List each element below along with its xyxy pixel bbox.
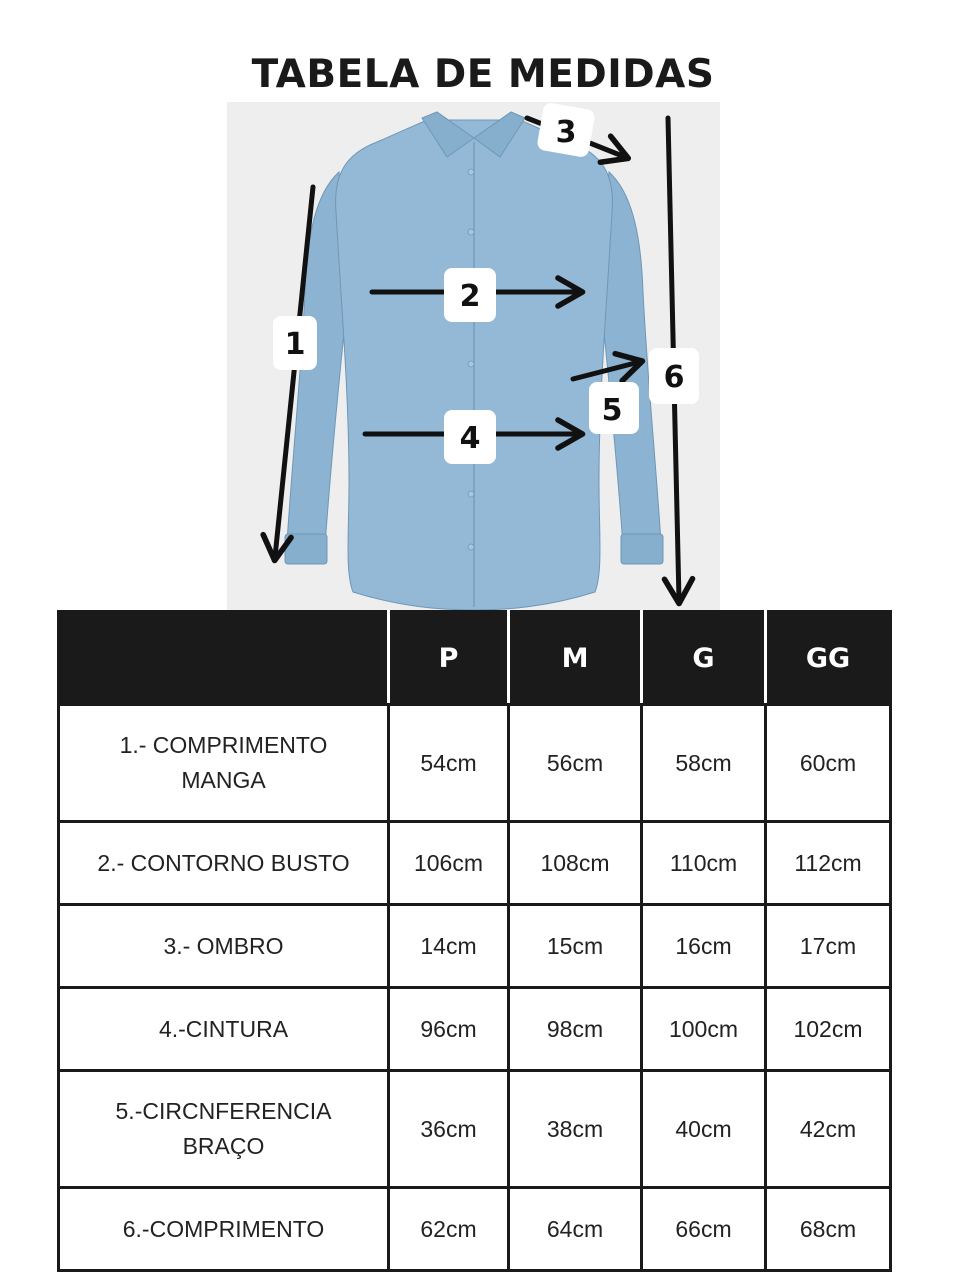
- row-label: 5.-CIRCNFERENCIA BRAÇO: [59, 1071, 389, 1188]
- cell-value: 17cm: [766, 905, 891, 988]
- row-label: 3.- OMBRO: [59, 905, 389, 988]
- row-label: 2.- CONTORNO BUSTO: [59, 822, 389, 905]
- table-row: [59, 988, 891, 1071]
- cell-value: 38cm: [509, 1071, 642, 1188]
- cell-value: 14cm: [389, 905, 509, 988]
- marker-2-label: 2: [459, 279, 481, 314]
- cell-value: 16cm: [642, 905, 766, 988]
- table-row: [59, 1188, 891, 1271]
- cell-value: 40cm: [642, 1071, 766, 1188]
- marker-2: [444, 268, 496, 322]
- cell-value: 68cm: [766, 1188, 891, 1271]
- marker-1: [273, 316, 317, 370]
- table-row: [59, 822, 891, 905]
- cell-value: 54cm: [389, 705, 509, 822]
- marker-6-label: 6: [663, 360, 685, 395]
- table-row: [59, 1071, 891, 1188]
- cell-value: 56cm: [509, 705, 642, 822]
- page-title: TABELA DE MEDIDAS: [251, 52, 715, 97]
- table-row: [59, 905, 891, 988]
- marker-6: [649, 348, 699, 404]
- table-row: [59, 705, 891, 822]
- cell-value: 60cm: [766, 705, 891, 822]
- cell-value: 66cm: [642, 1188, 766, 1271]
- table-header-row: [59, 612, 891, 705]
- cell-value: 42cm: [766, 1071, 891, 1188]
- header-empty: [59, 612, 389, 705]
- cell-value: 62cm: [389, 1188, 509, 1271]
- cell-value: 64cm: [509, 1188, 642, 1271]
- row-label: 6.-COMPRIMENTO: [59, 1188, 389, 1271]
- cell-value: 96cm: [389, 988, 509, 1071]
- cell-value: 58cm: [642, 705, 766, 822]
- marker-5: [589, 382, 639, 434]
- cell-value: 102cm: [766, 988, 891, 1071]
- header-size-m: M: [509, 612, 642, 705]
- shirt-measurement-diagram: [227, 102, 720, 614]
- marker-4-label: 4: [459, 421, 481, 456]
- cell-value: 36cm: [389, 1071, 509, 1188]
- size-table: [57, 610, 892, 1272]
- cell-value: 108cm: [509, 822, 642, 905]
- marker-1-label: 1: [284, 327, 306, 362]
- marker-5-label: 5: [601, 393, 623, 428]
- cell-value: 100cm: [642, 988, 766, 1071]
- row-label: 1.- COMPRIMENTO MANGA: [59, 705, 389, 822]
- cell-value: 110cm: [642, 822, 766, 905]
- header-size-g: G: [642, 612, 766, 705]
- cell-value: 112cm: [766, 822, 891, 905]
- marker-4: [444, 410, 496, 464]
- header-size-gg: GG: [766, 612, 891, 705]
- shirt-illustration: [285, 112, 663, 610]
- marker-3: [536, 102, 596, 158]
- row-label: 4.-CINTURA: [59, 988, 389, 1071]
- cell-value: 98cm: [509, 988, 642, 1071]
- cell-value: 106cm: [389, 822, 509, 905]
- header-size-p: P: [389, 612, 509, 705]
- marker-3-label: 3: [555, 115, 577, 150]
- cell-value: 15cm: [509, 905, 642, 988]
